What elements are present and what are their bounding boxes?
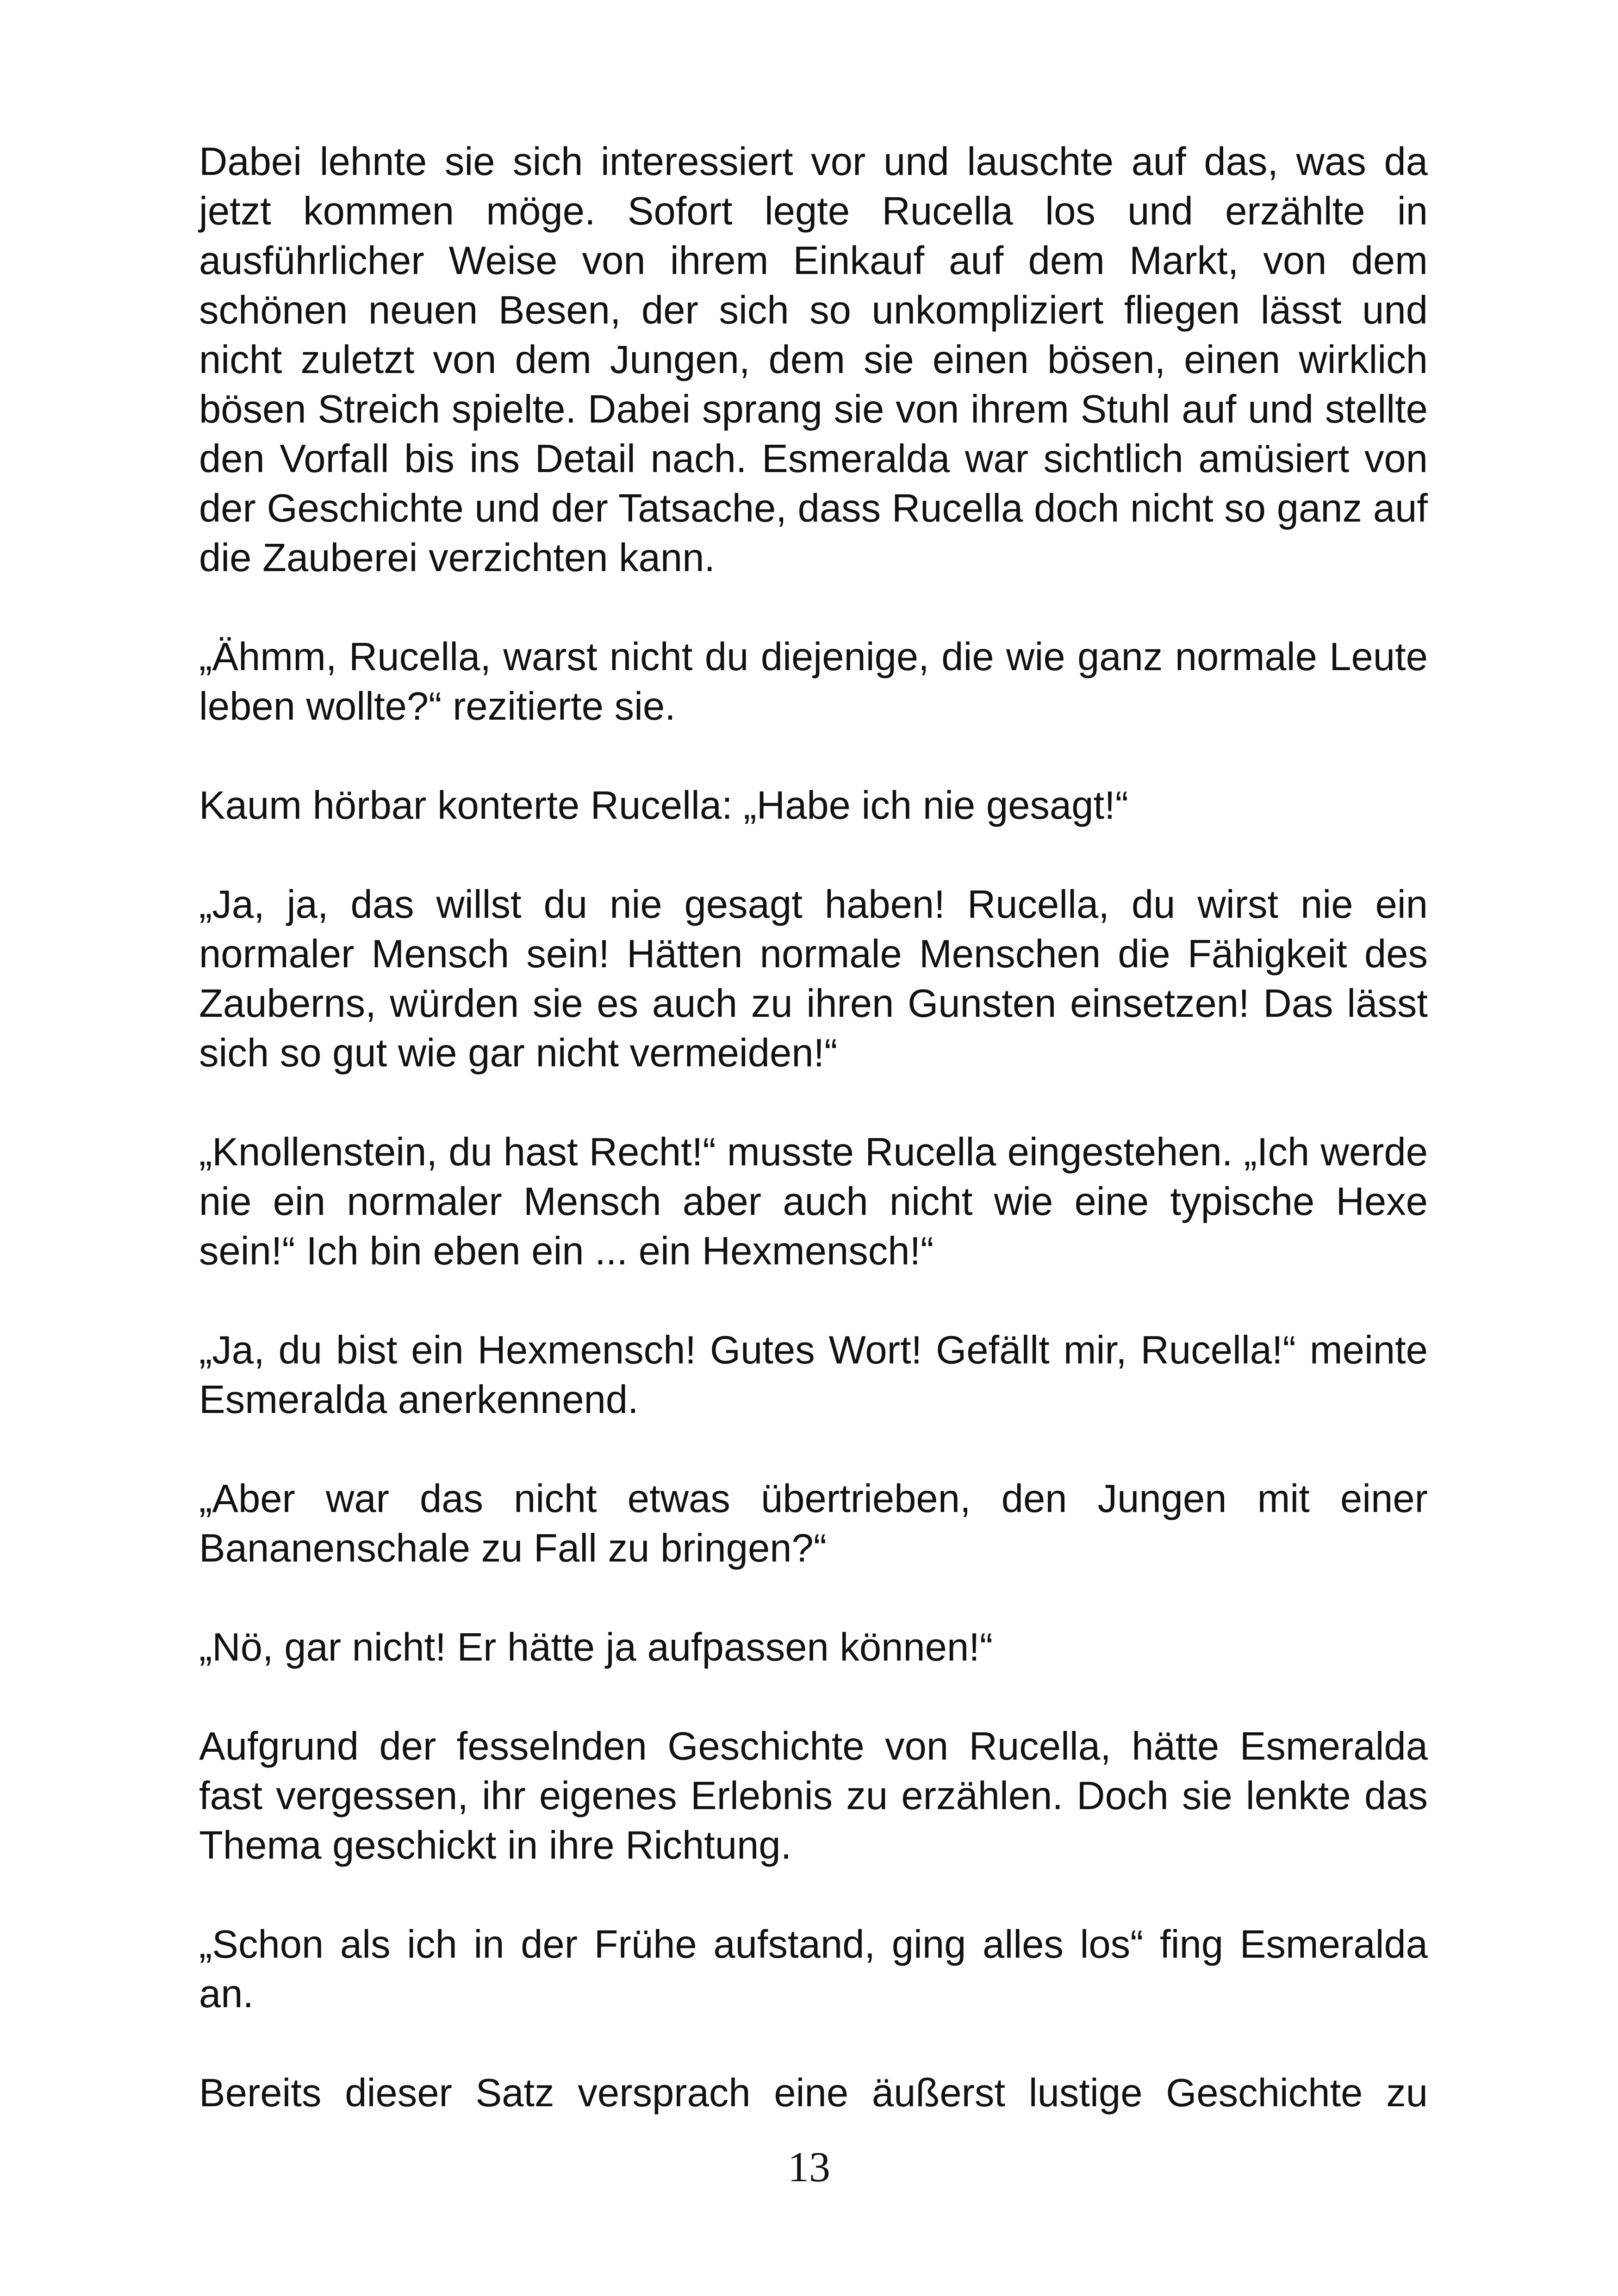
paragraph-1: Dabei lehnte sie sich interessiert vor und lauschte auf das, was da jetzt kommen möge. Sofort legte Rucella los und erzählte in ausführlicher Weise von ihrem Einkauf auf dem Markt, von dem schönen neuen Besen, der sich so unkompliziert fliegen lässt und nicht zuletzt von dem Jungen, dem sie einen bösen, einen wirklich bösen Streich spielte. Dabei sprang sie von ihrem Stuhl auf und stellte den Vorfall bis ins Detail nach. Esmeralda war sichtlich amüsiert von der Geschichte und der Tatsache, dass Rucella doch nicht so ganz auf die Zauberei verzichten kann.: [199, 140, 1428, 580]
paragraph-2: „Ähmm, Rucella, warst nicht du diejenige, die wie ganz normale Leute leben wollte?“ rezitierte sie.: [199, 635, 1428, 728]
paragraph-3: Kaum hörbar konterte Rucella: „Habe ich nie gesagt!“: [199, 784, 1129, 828]
paragraph-6: „Ja, du bist ein Hexmensch! Gutes Wort! Gefällt mir, Rucella!“ meinte Esmeralda anerkennend.: [199, 1328, 1428, 1422]
paragraph-8: „Nö, gar nicht! Er hätte ja aufpassen können!“: [199, 1625, 993, 1669]
paragraph-5: „Knollenstein, du hast Recht!“ musste Rucella eingestehen. „Ich werde nie ein normaler Mensch aber auch nicht wie eine typische Hexe sein!“ Ich bin eben ein ... ein Hexmensch!“: [199, 1130, 1428, 1273]
page-number: 13: [788, 2143, 830, 2190]
paragraph-9: Aufgrund der fesselnden Geschichte von Rucella, hätte Esmeralda fast vergessen, ihr eigenes Erlebnis zu erzählen. Doch sie lenkte das Thema geschickt in ihre Richtung.: [199, 1724, 1428, 1867]
paragraph-4: „Ja, ja, das willst du nie gesagt haben! Rucella, du wirst nie ein normaler Mensch sein! Hätten normale Menschen die Fähigkeit des Zauberns, würden sie es auch zu ihren Gunsten einsetzen! Das lässt sich so gut wie gar nicht vermeiden!“: [199, 883, 1428, 1075]
paragraph-11: Bereits dieser Satz versprach eine äußerst lustige Geschichte zu: [199, 2071, 1428, 2115]
body-text: [199, 137, 1428, 2118]
paragraph-10: „Schon als ich in der Frühe aufstand, ging alles los“ fing Esmeralda an.: [199, 1923, 1428, 2016]
paragraph-7: „Aber war das nicht etwas übertrieben, den Jungen mit einer Bananenschale zu Fall zu bringen?“: [199, 1477, 1428, 1570]
